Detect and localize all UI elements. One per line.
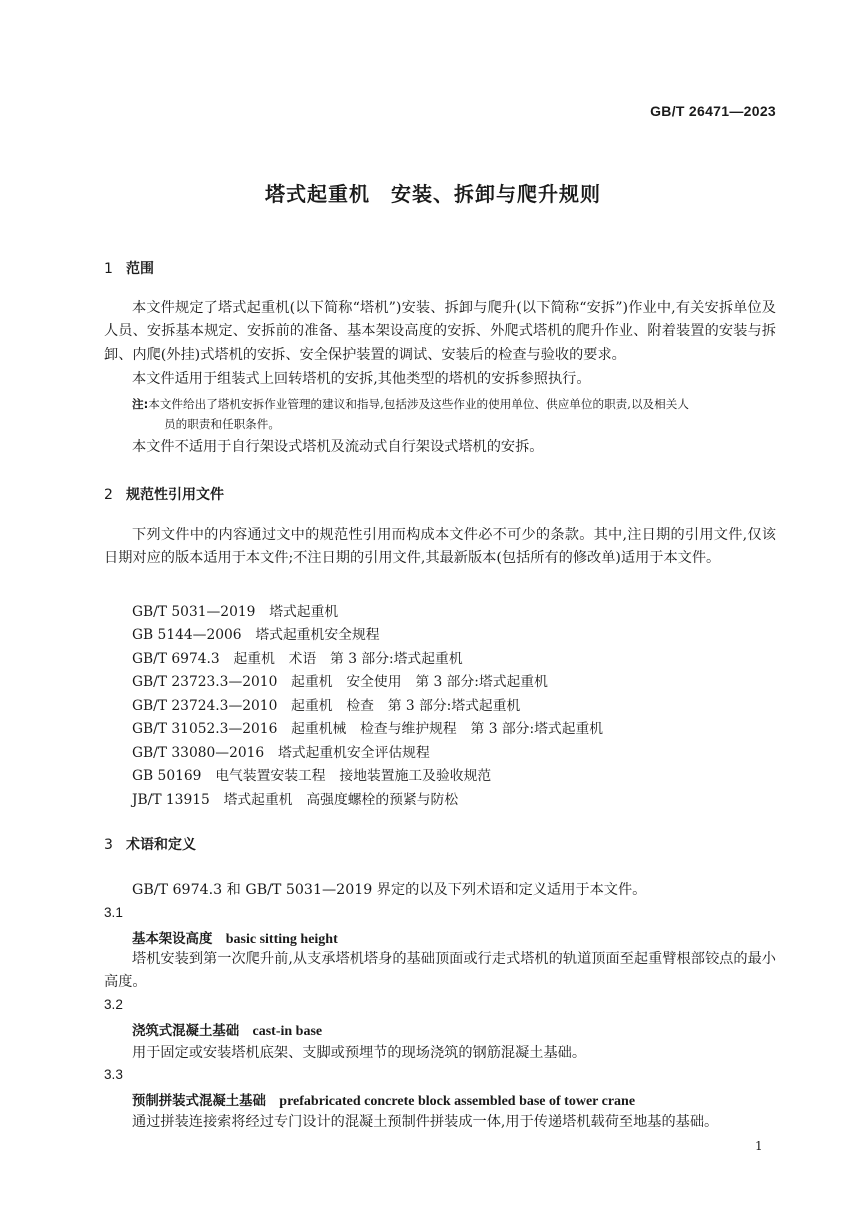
section-title: 范围 — [126, 261, 154, 277]
term-number: 3.2 — [104, 997, 123, 1012]
term-heading — [132, 1020, 322, 1040]
term-en: basic sitting height — [225, 932, 338, 947]
section-1-paragraph-2: 本文件适用于组装式上回转塔机的安拆,其他类型的塔机的安拆参照执行。 — [132, 371, 591, 387]
section-number: 2 — [104, 487, 113, 503]
term-heading — [132, 928, 338, 948]
reference-item: JB/T 13915 塔式起重机 高强度螺栓的预紧与防松 — [132, 792, 459, 808]
section-1-paragraph-3: 本文件不适用于自行架设式塔机及流动式自行架设式塔机的安拆。 — [132, 439, 544, 455]
section-title: 术语和定义 — [126, 837, 196, 853]
section-2-paragraph-1: 下列文件中的内容通过文中的规范性引用而构成本文件必不可少的条款。其中,注日期的引用文件,仅该日期对应的版本适用于本文件;不注日期的引用文件,其最新版本(包括所有的修改单)适用于本文件。 — [104, 527, 776, 567]
note-line-1: 本文件给出了塔机安拆作业管理的建议和指导,包括涉及这些作业的使用单位、供应单位的职责,以及相关人 — [148, 397, 689, 411]
term-zh: 预制拼装式混凝土基础 — [132, 1094, 266, 1109]
section-2-heading — [104, 484, 224, 504]
term-number: 3.1 — [104, 905, 123, 920]
document-title: 塔式起重机 安装、拆卸与爬升规则 — [265, 182, 601, 206]
section-1-note — [132, 394, 778, 434]
section-1-heading — [104, 258, 154, 278]
reference-item: GB/T 23723.3—2010 起重机 安全使用 第 3 部分:塔式起重机 — [132, 674, 548, 690]
term-en: cast-in base — [252, 1024, 323, 1039]
note-label: 注: — [132, 397, 149, 411]
term-en: prefabricated concrete block assembled base of tower crane — [279, 1094, 636, 1109]
reference-item: GB 5144—2006 塔式起重机安全规程 — [132, 627, 380, 643]
term-definition: 通过拼装连接索将经过专门设计的混凝土预制件拼装成一体,用于传递塔机载荷至地基的基础。 — [132, 1114, 719, 1130]
section-number: 1 — [104, 261, 113, 277]
term-heading — [132, 1090, 635, 1110]
reference-item: GB/T 23724.3—2010 起重机 检查 第 3 部分:塔式起重机 — [132, 698, 521, 714]
page-number: 1 — [755, 1139, 763, 1153]
term-zh: 浇筑式混凝土基础 — [132, 1024, 240, 1039]
term-zh: 基本架设高度 — [132, 932, 213, 947]
term-definition: 塔机安装到第一次爬升前,从支承塔机塔身的基础顶面或行走式塔机的轨道顶面至起重臂根部铰点的最小高度。 — [104, 951, 776, 991]
section-3-intro: GB/T 6974.3 和 GB/T 5031—2019 界定的以及下列术语和定义适用于本文件。 — [132, 882, 647, 898]
section-title: 规范性引用文件 — [126, 487, 224, 503]
note-line-2: 员的职责和任职条件。 — [164, 417, 280, 431]
term-number: 3.3 — [104, 1067, 123, 1082]
section-3-heading — [104, 834, 196, 854]
reference-item: GB/T 31052.3—2016 起重机械 检查与维护规程 第 3 部分:塔式起重机 — [132, 721, 604, 737]
reference-item: GB/T 6974.3 起重机 术语 第 3 部分:塔式起重机 — [132, 651, 463, 667]
section-number: 3 — [104, 837, 113, 853]
standard-code: GB/T 26471—2023 — [650, 103, 776, 119]
section-1-paragraph-1: 本文件规定了塔式起重机(以下简称“塔机”)安装、拆卸与爬升(以下简称“安拆”)作业中,有关安拆单位及人员、安拆基本规定、安拆前的准备、基本架设高度的安拆、外爬式塔机的爬升作业、附着装置的安装与拆卸、内爬(外挂)式塔机的安拆、安全保护装置的调试、安装后的检查与验收的要求。 — [104, 300, 776, 363]
reference-item: GB/T 5031—2019 塔式起重机 — [132, 604, 339, 620]
reference-item: GB 50169 电气装置安装工程 接地装置施工及验收规范 — [132, 768, 492, 784]
term-definition: 用于固定或安装塔机底架、支脚或预埋节的现场浇筑的钢筋混凝土基础。 — [132, 1045, 587, 1061]
reference-item: GB/T 33080—2016 塔式起重机安全评估规程 — [132, 745, 430, 761]
